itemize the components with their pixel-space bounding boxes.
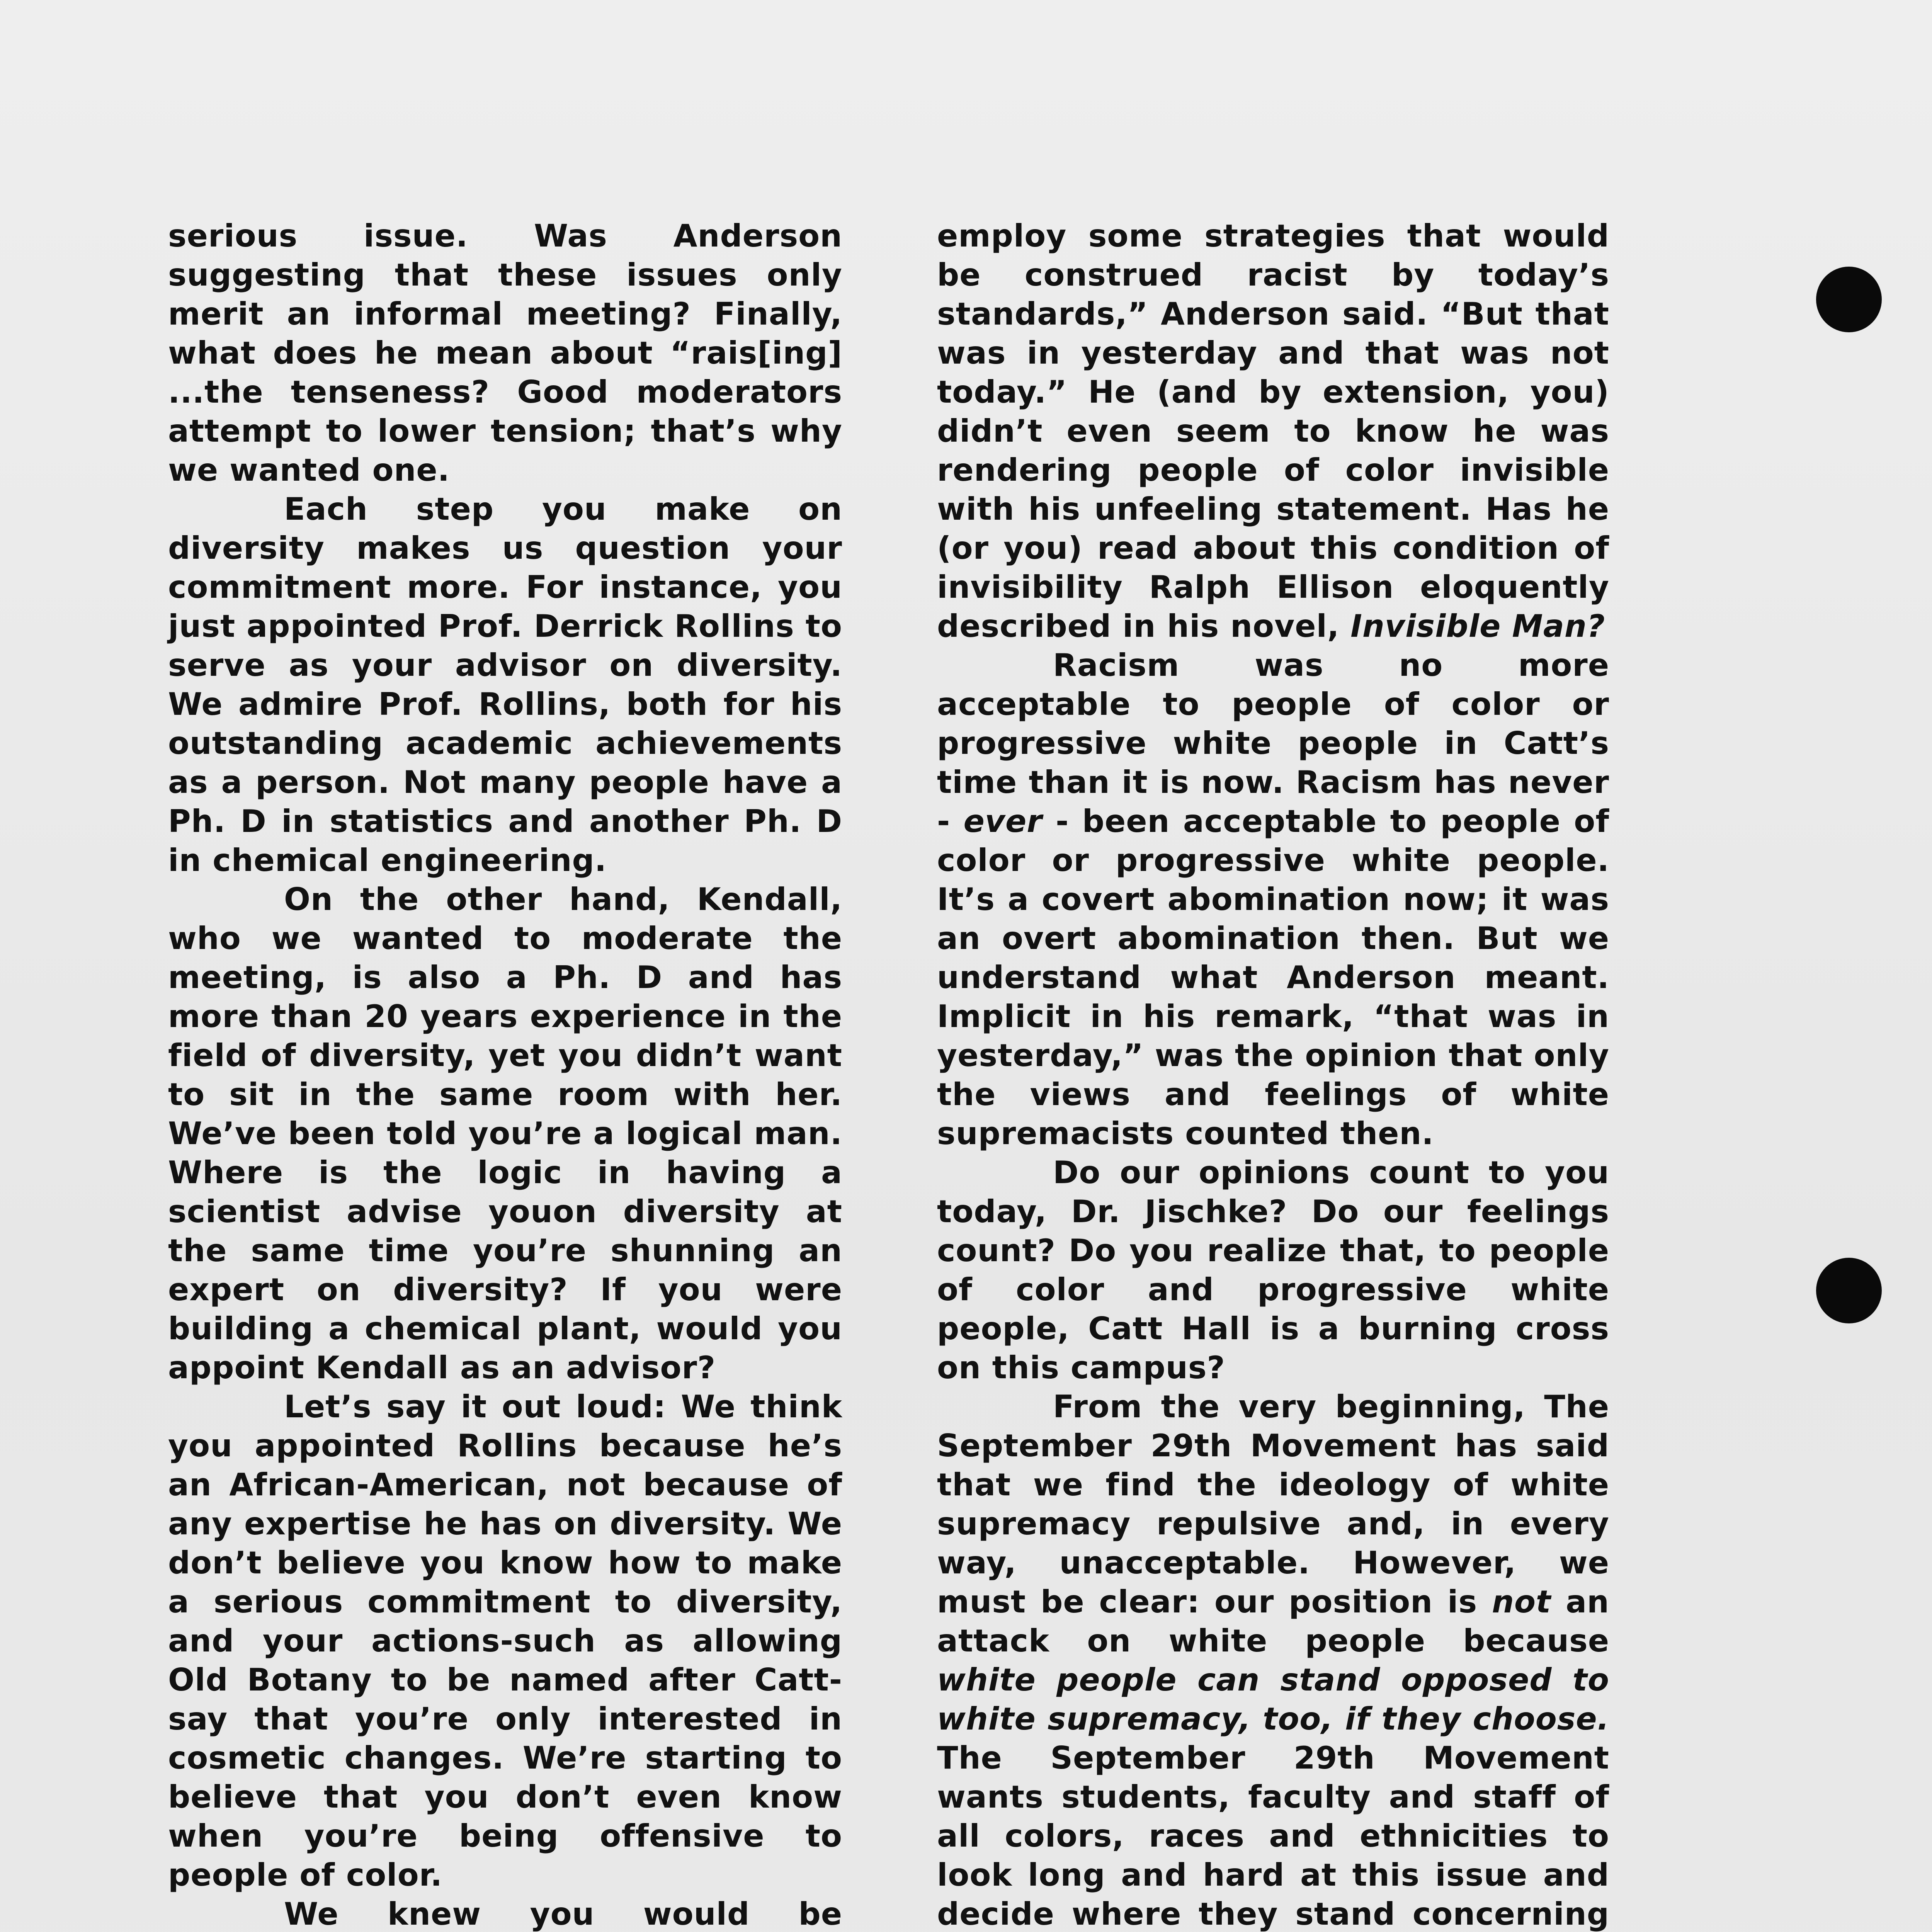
right-column xyxy=(937,216,1609,1932)
paragraph-text: From the very beginning, The September 29th Movement has said that we find the ideology of white supremacy repulsive and, in every way, unacceptable. However, we must be clear: our position is xyxy=(937,1389,1609,1620)
paragraph-text: The September 29th Movement wants students, faculty and staff of all colors, races and ethnicities to look long and hard at this issue and decide where they stand concerning xyxy=(937,1740,1609,1932)
paragraph xyxy=(937,646,1609,1153)
paragraph-text: Racism was no more acceptable to people of color or progressive white people in Catt’s time than it is now. Racism has never - xyxy=(937,647,1609,839)
paragraph-text: - been acceptable to people of color or progressive white people. It’s a covert abomination now; it was an overt abomination then. But we understand what Anderson meant. Implicit in his remark, “that was in yesterday,” was the opinion that only the views and feelings of white supremacists counted then. xyxy=(937,803,1609,1151)
paragraph: Let’s say it out loud: We think you appointed Rollins because he’s an African-American, not because of any expertise he has on diversity. We don’t believe you know how to make a serious commitment to diversity, and your actions-such as allowing Old Botany to be named after Catt- say that you’re only interested in cosmetic changes. We’re starting to believe that you don’t even know when you’re being offensive to people of color. xyxy=(168,1389,842,1893)
paragraph-text: employ some strategies that would be construed racist by today’s standards,” Anderson said. “But that was in yesterday and that was not today.” He (and by extension, you) didn’t even seem to know he was rendering people of color invisible with his unfeeling statement. Has he (or you) read about this condition of invisibility Ralph Ellison eloquently described in his novel, xyxy=(937,218,1609,644)
paragraph: On the other hand, Kendall, who we wanted to moderate the meeting, is also a Ph. D and has more than 20 years experience in the field of diversity, yet you didn’t want to sit in the same room with her. We’ve been told you’re a logical man. Where is the logic in having a scientist advise youon diversity at the same time you’re shunning an expert on diversity? If you were building a chemical plant, would you appoint Kendall as an advisor? xyxy=(168,881,842,1386)
paragraph: We knew you would be xyxy=(284,1896,842,1932)
book-title: Invisible Man? xyxy=(1350,608,1605,644)
binder-hole xyxy=(1816,267,1882,332)
emphasis-text: not xyxy=(1492,1584,1551,1620)
paragraph: serious issue. Was Anderson suggesting that these issues only merit an informal meeting? Finally, what does he mean about “rais[ing] ...the tenseness? Good moderators attempt to lower tension; that’s why we wanted one. xyxy=(168,218,842,488)
left-column xyxy=(168,216,842,1932)
emphasis-text: ever xyxy=(963,803,1043,839)
paragraph: Do our opinions count to you today, Dr. Jischke? Do our feelings count? Do you realize that, to people of color and progressive white people, Catt Hall is a burning cross on this campus? xyxy=(937,1155,1609,1386)
paragraph xyxy=(937,1387,1609,1932)
emphasis-text: white people can stand opposed to white supremacy, too, if they choose. xyxy=(937,1662,1609,1737)
paragraph xyxy=(937,216,1609,646)
binder-hole xyxy=(1816,1258,1882,1323)
paragraph-text: an attack on white people because xyxy=(937,1584,1609,1659)
paragraph: Each step you make on diversity makes us question your commitment more. For instance, you just appointed Prof. Derrick Rollins to serve as your advisor on diversity. We admire Prof. Rollins, both for his outstanding academic achievements as a person. Not many people have a Ph. D in statistics and another Ph. D in chemical engineering. xyxy=(168,491,842,878)
